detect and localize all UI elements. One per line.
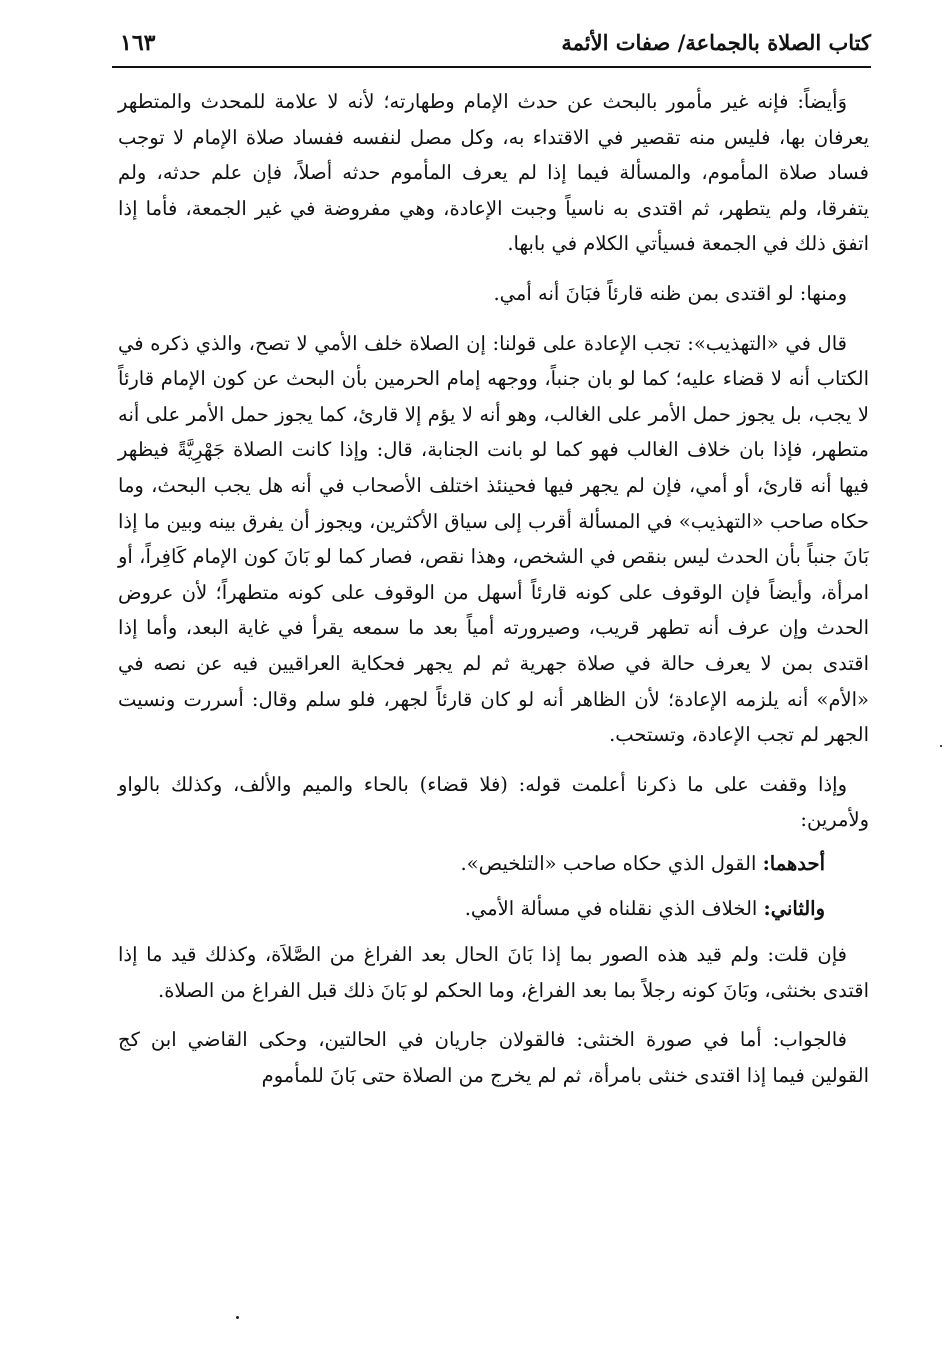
item-label: أحدهما: [762,851,825,875]
list-item [118,846,869,882]
margin-speck [940,745,942,747]
paragraph-answer: فالجواب: أما في صورة الخنثى: فالقولان جاريان في الحالتين، وحكى القاضي ابن كج القولين فيما إذا اقتدى خنثى بامرأة، ثم لم يخرج من الصلاة حتى بَانَ للمأموم [118,1028,869,1087]
paragraph-illiterate-imam-case: ومنها: لو اقتدى بمن ظنه قارئاً فبَانَ أنه أمي. [493,281,847,305]
paragraph-tahdhib-discussion: قال في «التهذيب»: تجب الإعادة على قولنا: إن الصلاة خلف الأمي لا تصح، والذي ذكره في الكتاب أنه لا قضاء عليه؛ كما لو بان جنباً، ووجهه إمام الحرمين بأن البحث عن كون الإمام قارئاً لا يجب، بل يجوز حمل الأمر على الغالب، وهو أنه لا يؤم إلا قارئ، كما يجوز حمل الأمر على أنه متطهر، فإذا بان خلاف الغالب فهو كما لو بانت الجنابة، قال: وإذا كانت الصلاة جَهْرِيَّةً فيظهر فيها أنه قارئ، أو أمي، فإن لم يجهر فيها فحينئذ اختلف الأصحاب في أنه هل يجب البحث، وما حكاه صاحب «التهذيب» في المسألة أقرب إلى سياق الأكثرين، ويجوز أن يفرق بينه وبين ما إذا بَانَ جنباً بأن الحدث ليس بنقص في الشخص، وهذا نقص، فصار كما لو بَانَ كون الإمام كَافِراً، أو امرأة، وأيضاً فإن الوقوف على كونه قارئاً أسهل من الوقوف على كونه متطهراً؛ لأن عروض الحدث وإن عرف أنه تطهر قريب، وصيرورته أمياً بعد ما سمعه يقرأ في غاية البعد، وأما إذا اقتدى بمن لا يعرف حالة في صلاة جهرية ثم لم يجهر فحكاية العراقيين فيه عن نصه في «الأم» أنه يلزمه الإعادة؛ لأن الظاهر أنه لو كان قارئاً لجهر، فلو سلم وقال: أسررت ونسيت الجهر لم تجب الإعادة، وتستحب. [118,331,869,747]
page-header [112,26,871,68]
item-text: القول الذي حكاه صاحب «التلخيص». [460,851,757,875]
paragraph-question: فإن قلت: ولم قيد هذه الصور بما إذا بَانَ الحال بعد الفراغ من الصَّلاَة، وكذلك قيد ما إذا اقتدى بخنثى، وبَانَ كونه رجلاً بما بعد الفراغ، وما الحكم لو بَانَ ذلك قبل الفراغ من الصلاة. [118,943,869,1002]
paragraph-marking-note: وإذا وقفت على ما ذكرنا أعلمت قوله: (فلا قضاء) بالحاء والميم والألف، وكذلك بالواو ولأمرين: [118,772,869,832]
paragraph-purity-argument: وَأيضاً: فإنه غير مأمور بالبحث عن حدث الإمام وطهارته؛ لأنه لا علامة للمحدث والمتطهر يعرفان بها، فليس منه تقصير في الاقتداء به، وكل مصل لنفسه ففساد صلاة الإمام لا توجب فساد صلاة المأموم، والمسألة فيما إذا لم يعرف المأموم حدثه أصلاً، فإن علم حدثه، ولم يتفرقا، ولم يتطهر، ثم اقتدى به ناسياً وجبت الإعادة، وهي مفروضة في غير الجمعة، فأما إذا اتفق ذلك في الجمعة فسيأتي الكلام في بابها. [118,90,869,256]
page-number: ١٦٣ [120,30,156,56]
scan-speck [236,1316,239,1319]
body-text [118,84,869,1107]
list-item [118,891,869,927]
item-label: والثاني: [763,897,825,921]
running-title: كتاب الصلاة بالجماعة/ صفات الأئمة [561,30,871,55]
item-text: الخلاف الذي نقلناه في مسألة الأمي. [464,897,758,921]
